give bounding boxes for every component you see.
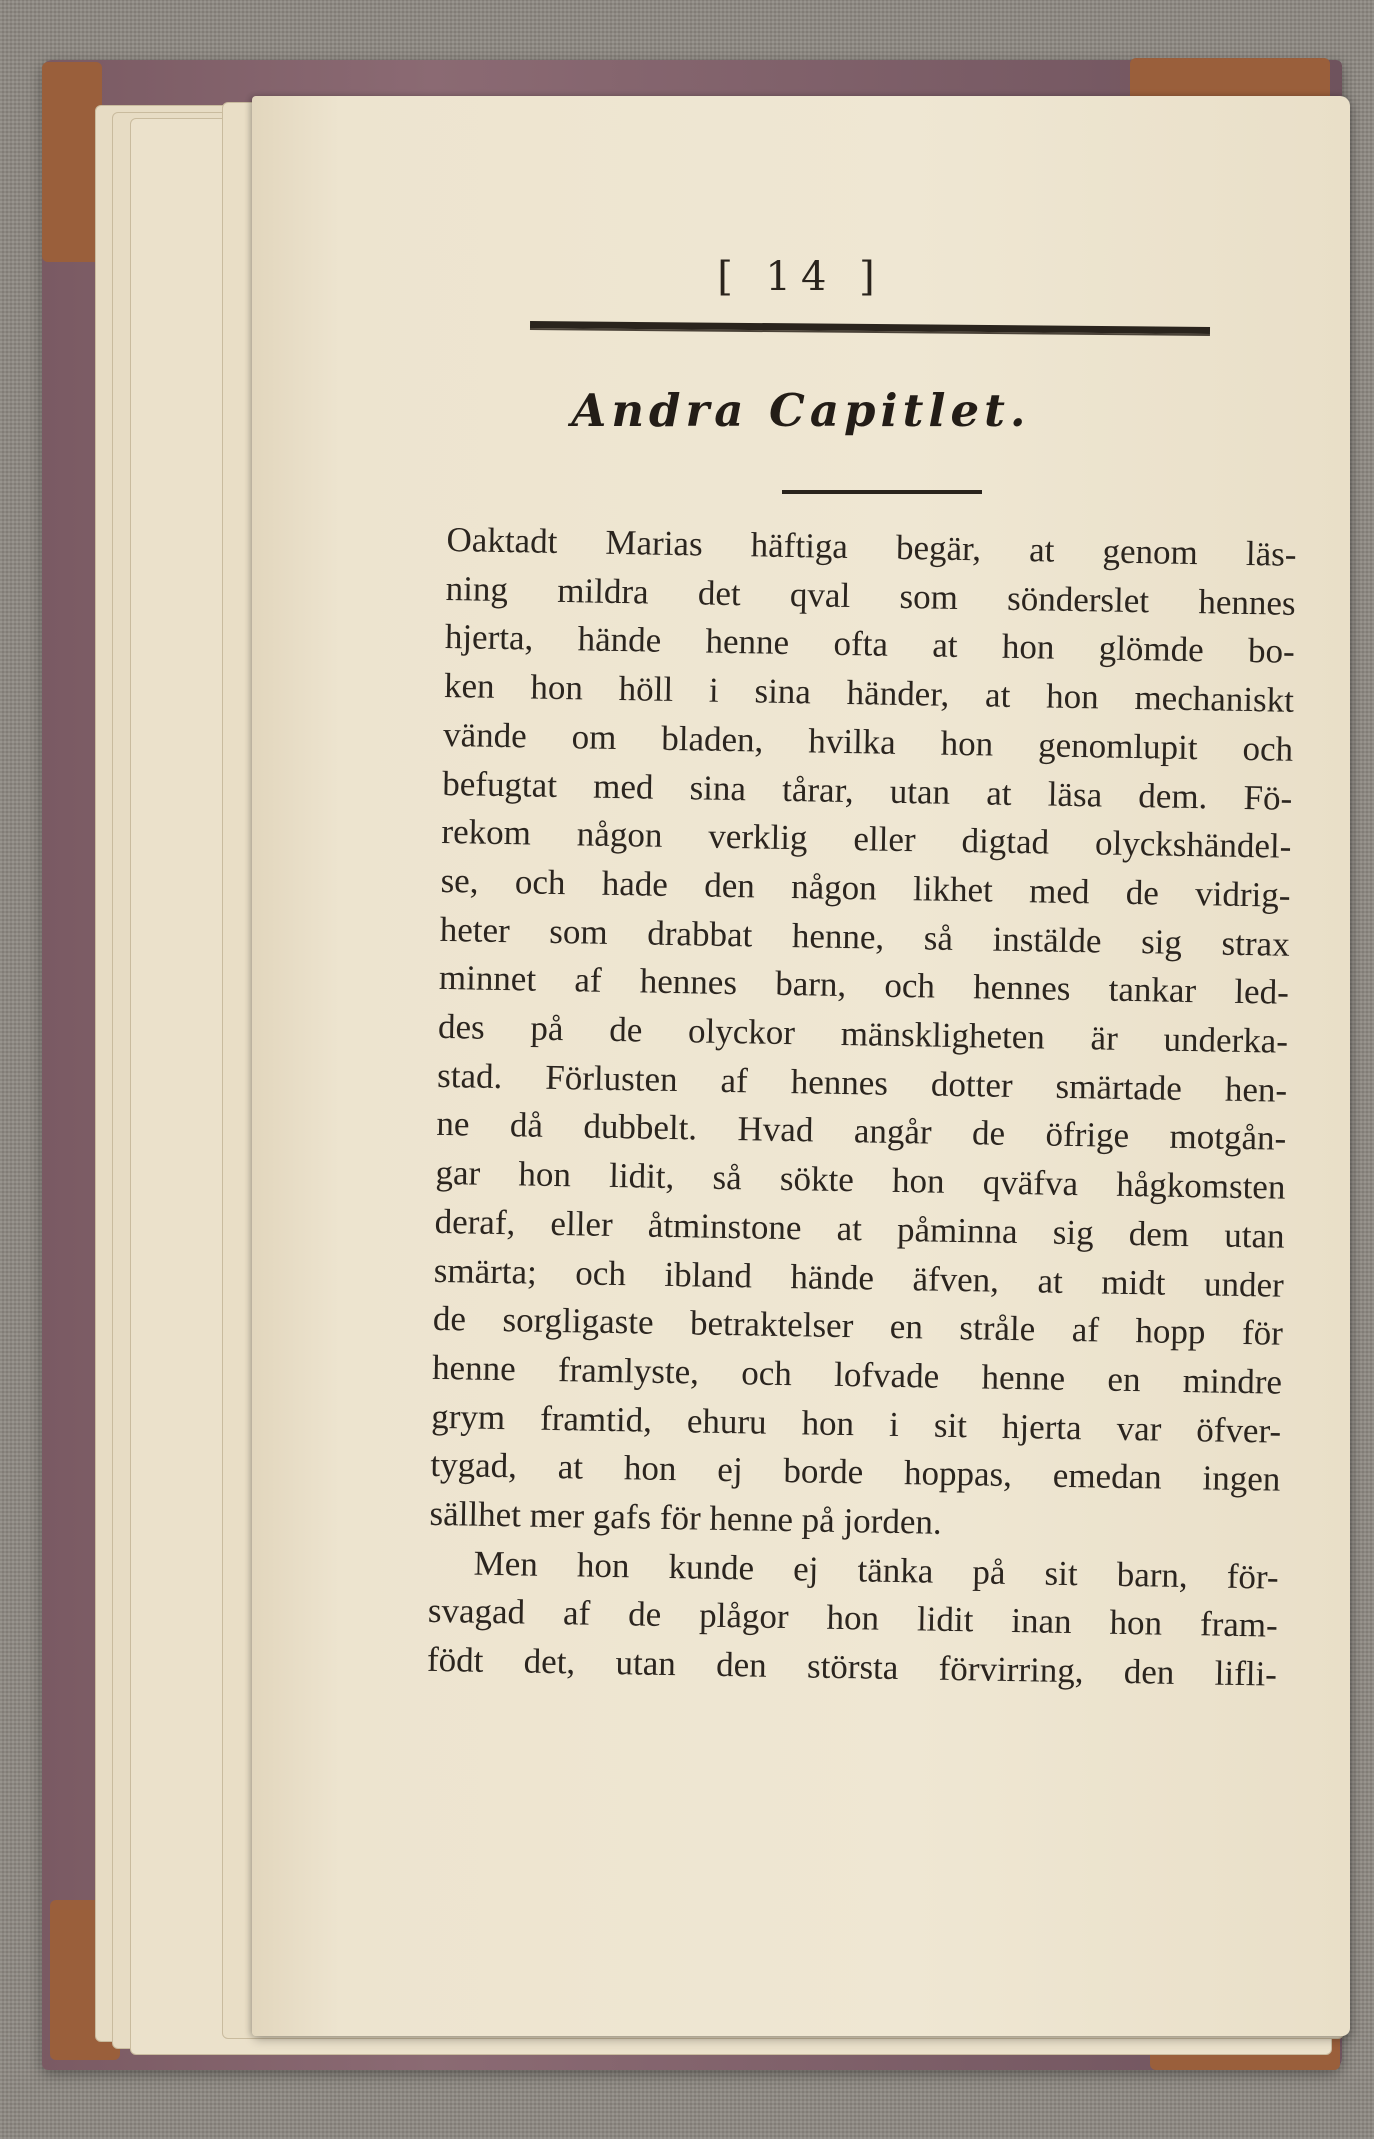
page-number: [ 14 ] <box>717 254 885 300</box>
cover-corner-top-left <box>42 62 102 262</box>
text-line: svagad af de plågor hon lidit inan hon fram- <box>427 1591 1279 1646</box>
text-line: deraf, eller åtminstone at påminna sig dem utan <box>434 1201 1285 1256</box>
text-line: ning mildra det qval som sönderslet hennes <box>445 568 1296 623</box>
text-line: de sorgligaste betraktelser en stråle af hopp för <box>432 1299 1284 1353</box>
text-line: tygad, at hon ej borde hoppas, emedan ingen <box>430 1445 1281 1500</box>
text-line: heter som drabbat henne, så instälde sig strax <box>439 909 1291 964</box>
text-line: minnet af hennes barn, och hennes tankar led- <box>438 958 1290 1013</box>
text-line: befugtat med sina tårar, utan at läsa dem. Fö- <box>441 763 1293 818</box>
text-line: Men hon kunde ej tänka på sit barn, för- <box>473 1543 1279 1597</box>
text-line: ken hon höll i sina händer, at hon mechaniskt <box>443 666 1295 720</box>
body-text <box>427 516 1297 1700</box>
text-line: vände om bladen, hvilka hon genomlupit och <box>442 714 1294 769</box>
text-line: hjerta, hände henne ofta at hon glömde bo- <box>444 617 1296 672</box>
text-line: stad. Förlusten af hennes dotter smärtade hen- <box>436 1055 1288 1110</box>
title-rule <box>782 490 982 494</box>
text-line: henne framlyste, och lofvade henne en mindre <box>431 1347 1283 1402</box>
text-line: födt det, utan den största förvirring, den lifli- <box>426 1640 1278 1694</box>
text-line: Oaktadt Marias häftiga begär, at genom läs- <box>446 519 1297 574</box>
book-page <box>252 96 1350 2036</box>
text-line: gar hon lidit, så sökte hon qväfva hågkomsten <box>435 1153 1286 1207</box>
text-line: grym framtid, ehuru hon i sit hjerta var öfver- <box>430 1396 1282 1451</box>
text-line: se, och hade den någon likhet med de vidrig- <box>440 860 1291 915</box>
text-line: rekom någon verklig eller digtad olyckshändel- <box>441 812 1292 867</box>
text-line: sällhet mer gafs för henne på jorden. <box>429 1493 943 1542</box>
chapter-title: Andra Capitlet. <box>571 384 1031 437</box>
text-line: smärta; och ibland hände äfven, at midt under <box>433 1250 1285 1305</box>
header-rule <box>530 321 1210 336</box>
text-line: ne då dubbelt. Hvad angår de öfrige motgån- <box>436 1104 1287 1159</box>
text-line: des på de olyckor mänskligheten är underka- <box>437 1006 1289 1061</box>
